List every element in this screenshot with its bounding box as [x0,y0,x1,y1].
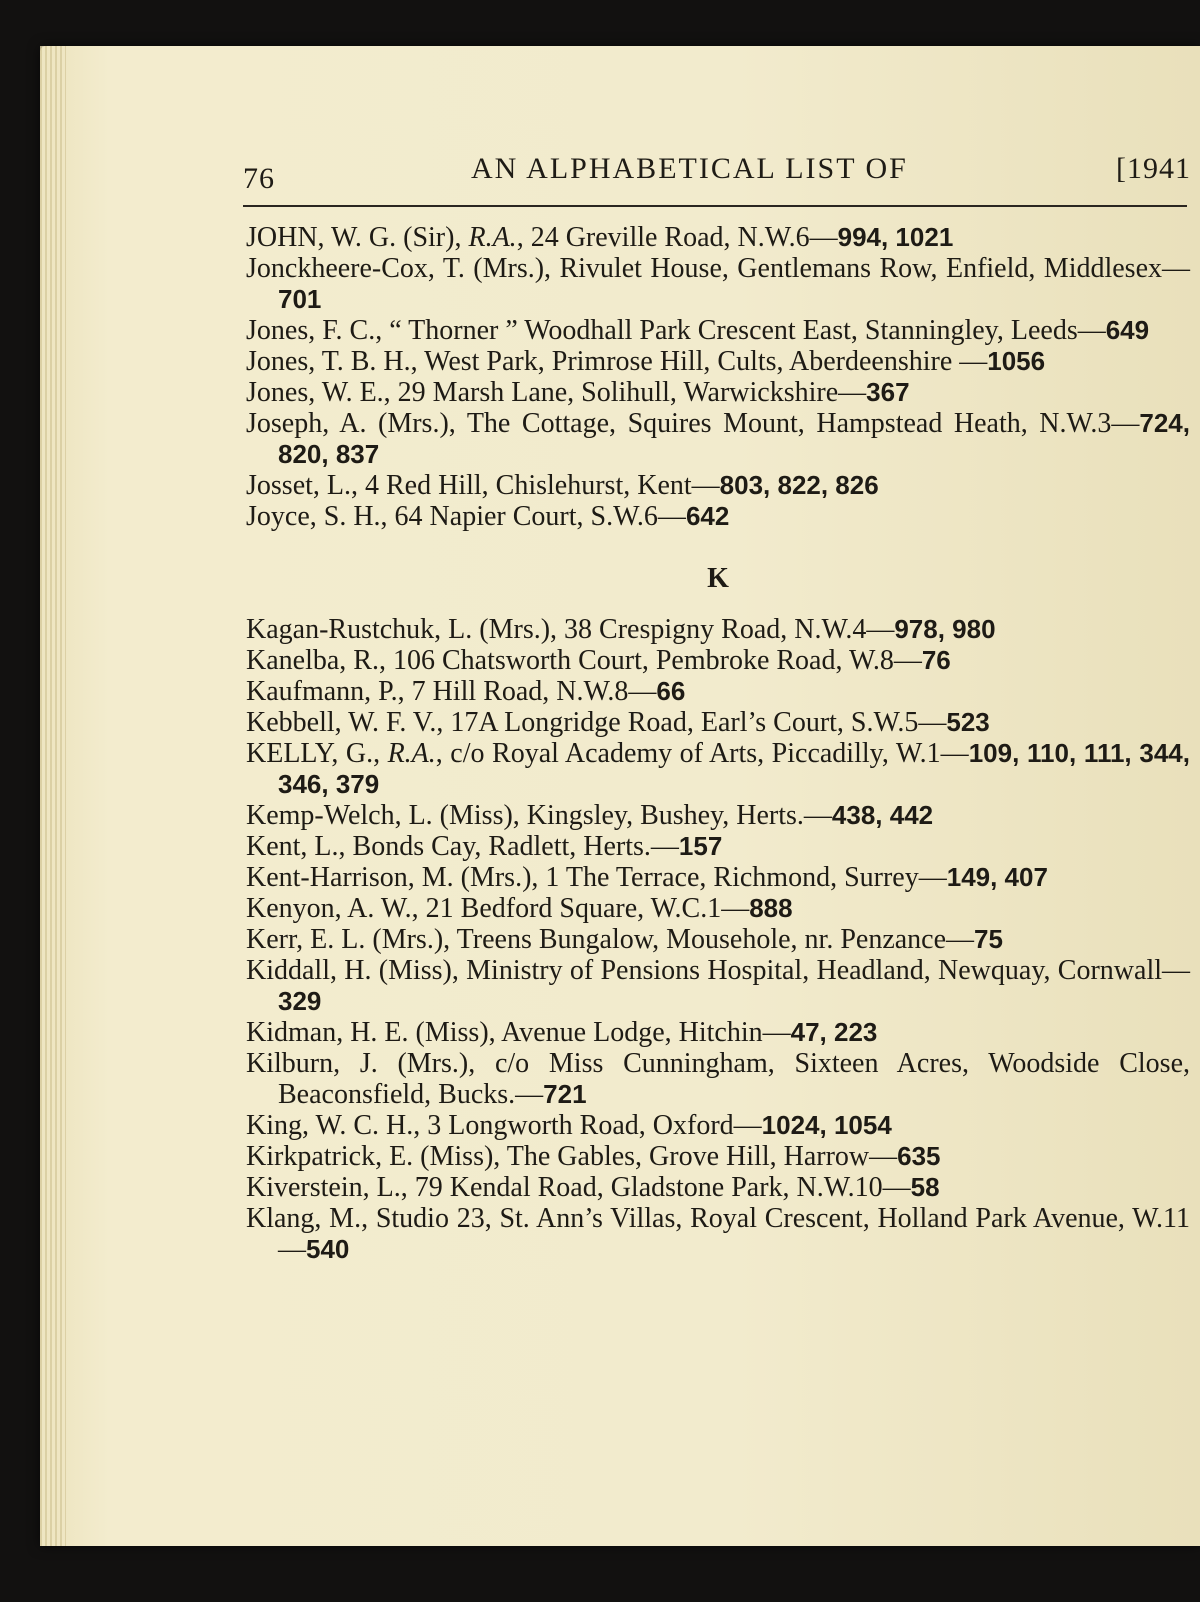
entry-text: Jones, T. B. H., West Park, Primrose Hill, Cults, Aberdeenshire — [246,346,988,377]
entry-catalogue-numbers: 75 [974,924,1003,954]
page-number: 76 [243,162,275,195]
entry-catalogue-numbers: 994, 1021 [837,222,954,252]
directory-entry [246,924,1190,955]
entry-catalogue-numbers: 149, 407 [946,862,1048,892]
entry-text: Jones, F. C., “ Thorner ” Woodhall Park Crescent East, Stanningley, Leeds— [246,315,1106,346]
entry-text: Kanelba, R., 106 Chatsworth Court, Pembroke Road, W.8— [246,645,922,676]
entry-text: Kagan-Rustchuk, L. (Mrs.), 38 Crespigny Road, N.W.4— [246,614,895,645]
entry-text: Kaufmann, P., 7 Hill Road, N.W.8— [246,676,657,707]
entry-text: Jones, W. E., 29 Marsh Lane, Solihull, Warwickshire— [246,377,867,408]
entry-text: Kent-Harrison, M. (Mrs.), 1 The Terrace, Richmond, Surrey— [246,862,947,893]
entry-text: Kenyon, A. W., 21 Bedford Square, W.C.1— [246,893,750,924]
entry-text: Jonckheere-Cox, T. (Mrs.), Rivulet House, Gentlemans Row, Enfield, Middlesex— [246,253,1190,284]
entry-catalogue-numbers: 438, 442 [831,800,934,830]
section-j [246,222,1190,532]
entry-address: , 24 Greville Road, N.W.6— [516,222,838,253]
directory-entry [246,676,1190,707]
entry-catalogue-numbers: 642 [685,501,730,531]
directory-entry [246,377,1190,408]
directory-entry [246,253,1190,315]
entry-catalogue-numbers: 523 [946,707,990,737]
running-title: AN ALPHABETICAL LIST OF [471,152,908,185]
section-k [246,614,1190,1265]
entry-catalogue-numbers: 978, 980 [894,614,996,644]
entry-text: Kerr, E. L. (Mrs.), Treens Bungalow, Mousehole, nr. Penzance— [246,924,975,955]
page-edges [40,46,66,1546]
entry-catalogue-numbers: 66 [656,676,686,706]
entry-text: Joyce, S. H., 64 Napier Court, S.W.6— [246,501,686,532]
entry-address: , c/o Royal Academy of Arts, Piccadilly, W.1— [435,738,969,769]
entry-catalogue-numbers: 1024, 1054 [761,1110,892,1140]
entry-text: Kirkpatrick, E. (Miss), The Gables, Grove Hill, Harrow— [246,1141,898,1172]
entry-catalogue-numbers: 47, 223 [790,1017,878,1047]
directory-entry [246,1172,1190,1203]
running-header [243,150,1191,195]
directory-entry [246,1017,1190,1048]
directory-entry [246,831,1190,862]
entry-text: Kent, L., Bonds Cay, Radlett, Herts.— [246,831,679,862]
entry-text: Joseph, A. (Mrs.), The Cottage, Squires Mount, Hampstead Heath, N.W.3— [246,408,1140,439]
entry-catalogue-numbers: 888 [749,893,793,923]
directory-entry [246,315,1190,346]
directory-entry [246,614,1190,645]
directory-entry [246,1141,1190,1172]
directory-entry [246,1048,1190,1110]
entry-catalogue-numbers: 329 [278,986,322,1016]
entry-catalogue-numbers: 367 [866,377,910,407]
entry-qualification: R.A. [387,738,436,769]
entry-text: Kebbell, W. F. V., 17A Longridge Road, Earl’s Court, S.W.5— [246,707,947,738]
directory-entry [246,501,1190,532]
entry-catalogue-numbers: 76 [921,645,951,675]
entry-text: Kemp-Welch, L. (Miss), Kingsley, Bushey, Herts.— [246,800,832,831]
entry-catalogue-numbers: 540 [306,1234,350,1264]
directory-entry [246,1203,1190,1265]
entry-catalogue-numbers: 649 [1105,315,1150,345]
entry-text: KELLY, G., [246,738,388,769]
entry-catalogue-numbers: 635 [897,1141,941,1171]
section-heading-k: K [707,563,729,594]
entry-text: JOHN, W. G. (Sir), [246,222,469,253]
entry-text: King, W. C. H., 3 Longworth Road, Oxford— [246,1110,762,1141]
entry-list [246,222,1190,1265]
entry-catalogue-numbers: 724, 820, 837 [278,408,1190,469]
directory-entry [246,955,1190,1017]
directory-entry [246,893,1190,924]
entry-catalogue-numbers: 1056 [987,346,1046,376]
directory-entry [246,222,1190,253]
directory-entry [246,707,1190,738]
entry-qualification: R.A. [468,222,517,253]
directory-entry [246,408,1190,470]
directory-entry [246,800,1190,831]
directory-entry [246,346,1190,377]
directory-entry [246,738,1190,800]
entry-catalogue-numbers: 109, 110, 111, 344, 346, 379 [278,738,1190,799]
directory-entry [246,645,1190,676]
directory-entry [246,1110,1190,1141]
entry-catalogue-numbers: 803, 822, 826 [719,470,879,500]
directory-entry [246,862,1190,893]
header-rule [243,205,1187,207]
running-year: [1941 [1116,152,1191,185]
entry-catalogue-numbers: 58 [910,1172,940,1202]
entry-text: Kilburn, J. (Mrs.), c/o Miss Cunningham, Sixteen Acres, Woodside Close, Beaconsfield, Bucks.— [246,1048,1190,1110]
entry-text: Josset, L., 4 Red Hill, Chislehurst, Kent— [246,470,720,501]
entry-catalogue-numbers: 701 [278,284,322,314]
entry-text: Kidman, H. E. (Miss), Avenue Lodge, Hitchin— [246,1017,791,1048]
entry-catalogue-numbers: 721 [543,1079,587,1109]
entry-text: Klang, M., Studio 23, St. Ann’s Villas, Royal Crescent, Holland Park Avenue, W.11— [246,1203,1190,1265]
entry-catalogue-numbers: 157 [678,831,723,861]
entry-text: Kiddall, H. (Miss), Ministry of Pensions Hospital, Headland, Newquay, Cornwall— [246,955,1190,986]
entry-text: Kiverstein, L., 79 Kendal Road, Gladstone Park, N.W.10— [246,1172,911,1203]
directory-entry [246,470,1190,501]
